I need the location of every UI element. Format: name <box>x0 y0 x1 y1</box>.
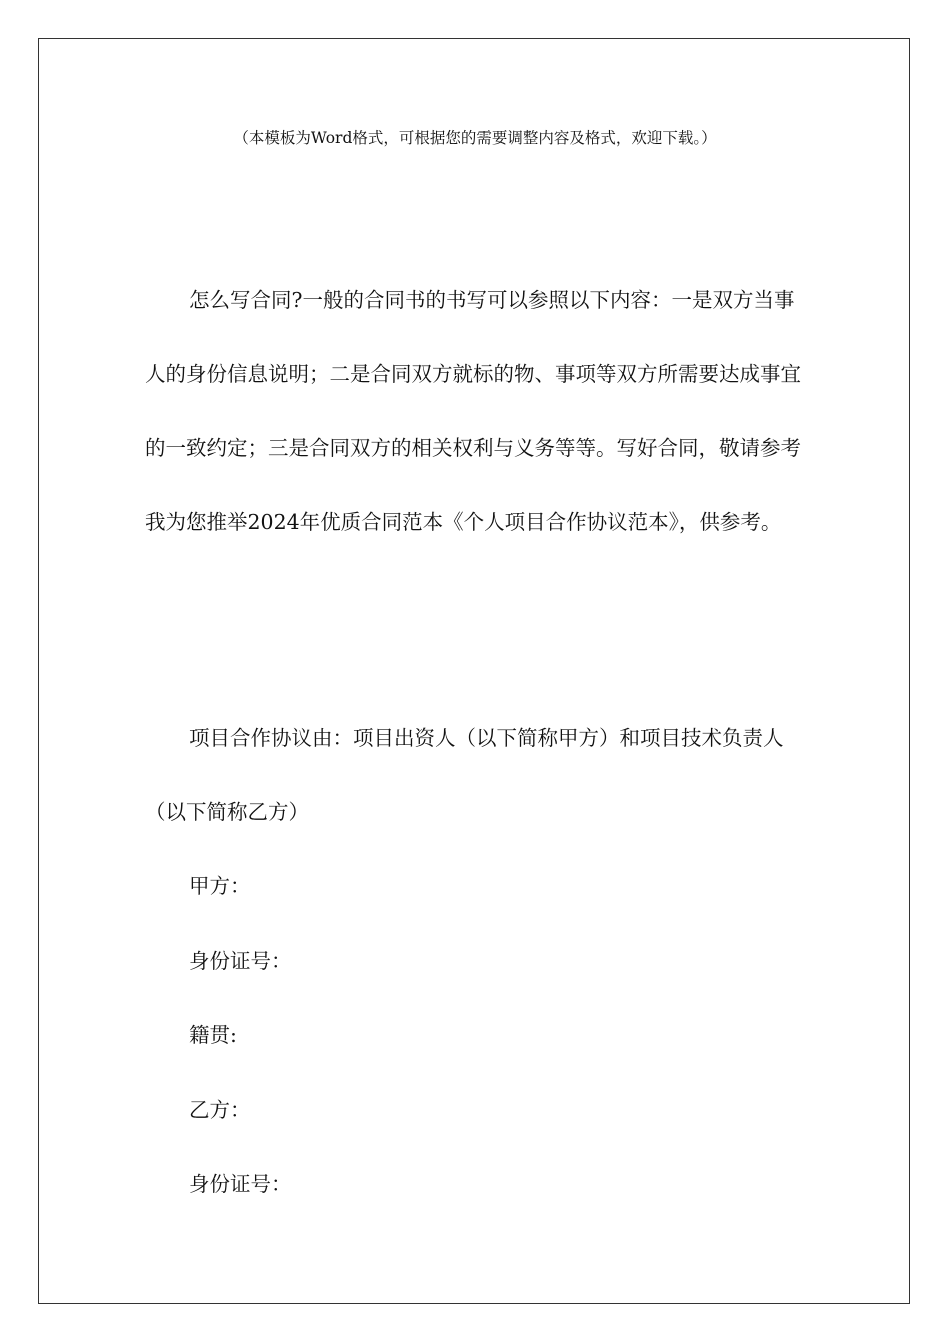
intro-paragraph: 怎么写合同?一般的合同书的书写可以参照以下内容：一是双方当事人的身份信息说明；二是合同双方就标的物、事项等双方所需要达成事宜的一致约定；三是合同双方的相关权利与义务等等。写好合同，敬请参考我为您推举2024年优质合同范本《个人项目合作协议范本》，供参考。 <box>145 288 801 534</box>
party-a-origin-label: 籍贯: <box>189 1023 237 1047</box>
template-note: （本模板为Word格式，可根据您的需要调整内容及格式，欢迎下载。） <box>233 129 717 147</box>
party-b-label: 乙方： <box>189 1098 251 1122</box>
party-a-label: 甲方： <box>189 874 251 898</box>
party-a-id-label: 身份证号： <box>189 949 292 973</box>
agreement-paragraph: 项目合作协议由：项目出资人（以下简称甲方）和项目技术负责人（以下简称乙方） <box>145 726 784 824</box>
page-border <box>38 38 910 1304</box>
party-b-id-label: 身份证号： <box>189 1172 292 1196</box>
